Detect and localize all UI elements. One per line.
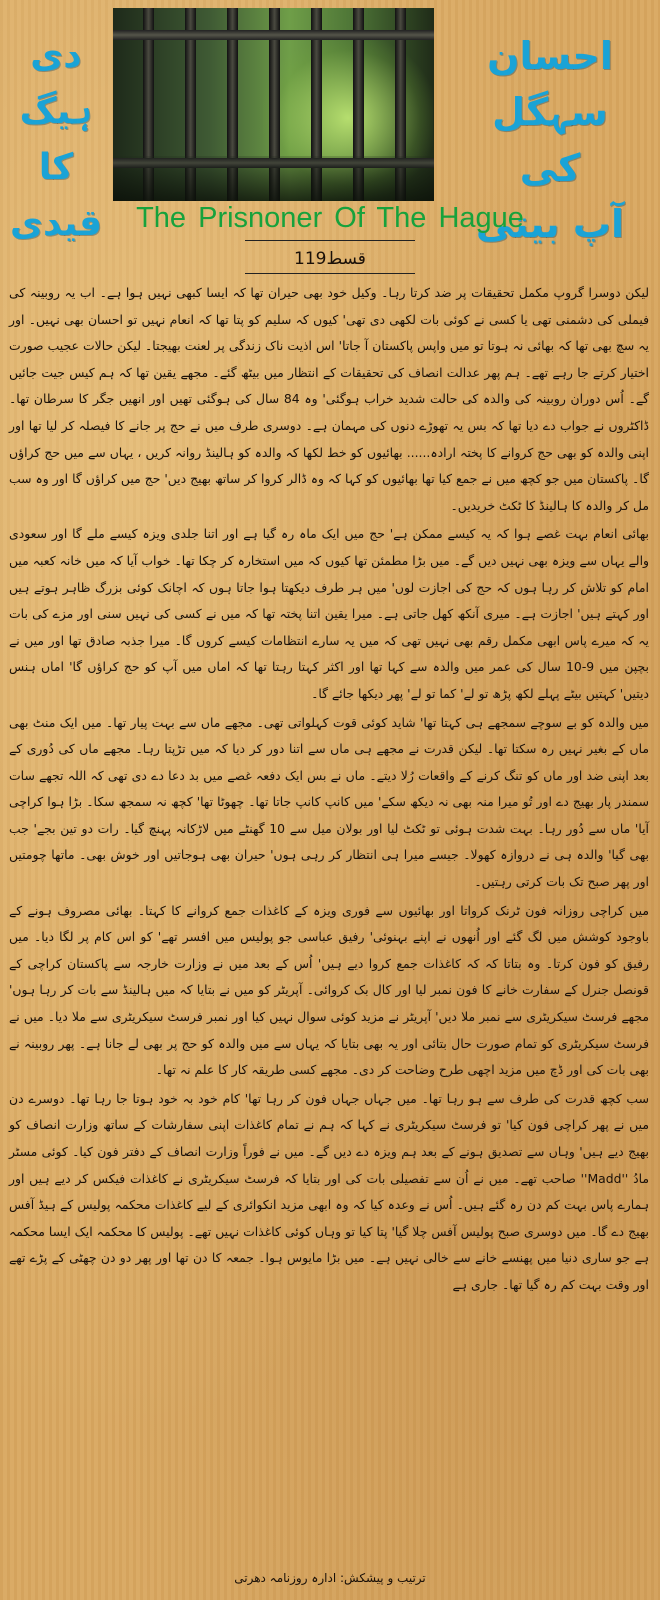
divider	[245, 273, 415, 274]
credit-line: ترتیب و پیشکش: ادارہ روزنامہ دھرتی	[234, 1571, 426, 1585]
title-line: دی ہیگ	[19, 35, 93, 132]
paragraph: میں کراچی روزانہ فون ٹرنک کرواتا اور بھائیوں سے فوری ویزہ کے کاغذات جمع کروانے کا کہتا۔ بھائی مصروف ہونے کے باوجود کوشش میں لگ گئے اور اُنھوں نے اپنے بہنوئی' رفیق عباسی جو پولیس میں افسر تھے' کو اس کام پر لگا دیا۔ میں رفیق کو فون کرتا۔ وہ بتاتا کہ کہ کاغذات جمع کروا دیے ہیں' اُس کے بعد میں نے وزارت خارجہ سے پاکستان کراچی کے قونصل جنرل کے سفارت خانے کا فون نمبر لیا اور کال بک کروائی۔ آپریٹر کو میں نے بتایا کہ میں ہالینڈ سے بات کر رہا ہوں' مجھے فرسٹ سیکریٹری سے نمبر ملا دیں' آپریٹر نے مزید کوئی سوال نہیں کیا اور نمبر فرسٹ سیکریٹری سے ملا دیا۔ میں نے فرسٹ سیکریٹری کو تمام صورت حال بتائی اور یہ بھی بتایا کہ یہاں سے میں والدہ کو حج پر بھی لے جانا ہے۔ پھر روبینہ نے بھی بات کی اور ڈچ میں مزید اچھی طرح وضاحت کر دی۔ مجھے کسی طریقہ کار کا علم نہ تھا۔	[9, 902, 649, 1078]
divider	[245, 240, 415, 241]
paragraph: بھائی انعام بہت غصے ہوا کہ یہ کیسے ممکن ہے' حج میں ایک ماہ رہ گیا ہے اور اتنا جلدی ویزہ کیسے ملے گا اور سعودی والے یہاں سے ویزہ بھی نہیں دیں گے۔ میں بڑا مطمئن تھا کیوں کہ میں استخارہ کر چکا تھا۔ خواب آیا کہ میں خانہ کعبہ میں امام کو تلاش کر رہا ہوں کہ حج کی اجازت لوں' میں ہر طرف دیکھتا ہوا جاتا ہوں کہ اچانک کوئی بزرگ ظاہر ہوتے ہیں اور کہتے ہیں' اجازت ہے۔ میری آنکھ کھل جاتی ہے۔ میرا یقین اتنا پختہ تھا کہ میں نے کسی کی نہیں سنی اور مزے کی بات یہ کہ میرے پاس ابھی مکمل رقم بھی نہیں تھی کہ میں یہ سارے انتظامات کیسے کروں گا۔ میرا جذبہ صادق تھا اور میں نے بچپن میں 9-10 سال کی عمر میں والدہ سے کہا تھا اور اکثر کہتا رہتا تھا کہ اماں میں آپ کو حج کراؤں گا' اماں ہنس دیتیں' کہتیں بیٹے پہلے لکھ پڑھ تو لے' کما تو لے' پھر دیکھا جائے گا۔	[9, 526, 649, 701]
title-line: احسان سہگل	[487, 34, 613, 134]
title-line: آپ بیتی	[475, 202, 625, 246]
episode-number: قسط119	[294, 249, 366, 269]
paragraph: سب کچھ قدرت کی طرف سے ہو رہا تھا۔ میں جہاں جہاں فون کر رہا تھا' کام خود بہ خود ہوتا جا رہا تھا۔ دوسرے دن میں نے پھر کراچی فون کیا' تو فرسٹ سیکریٹری نے کہا کہ ہم نے تمام کاغذات اپنی سفارشات کے ساتھ وزارت انصاف کو بھیج دیے ہیں' وہاں سے تصدیق ہونے کے بعد ہم ویزہ دے دیں گے۔ میں نے فوراً وزارت انصاف کے دفتر فون کیا۔ کوئی مسٹر مادُ ''Madd'' صاحب تھے۔ میں نے اُن سے تفصیلی بات کی اور بتایا کہ فرسٹ سیکریٹری نے کاغذات فیکس کر دیے ہیں اور ہمارے پاس بہت کم دن رہ گئے ہیں۔ اُس نے وعدہ کیا کہ وہ ابھی مزید انکوائری کے لیے کاغذات محکمہ پولیس کے ہیڈ آفس بھیج دے گا۔ میں دوسری صبح پولیس آفس چلا گیا' پتا کیا تو وہاں کوئی کاغذات نہیں تھے۔ پولیس کا محکمہ ایک ایسا محکمہ ہے جو ساری دنیا میں پھنسے خانے سے خالی نہیں ہے۔ میں بڑا مایوس ہوا۔ جمعہ کا دن تھا اور پھر دو دن چھٹی کے پڑے تھے اور وقت بہت کم رہ گیا تھا۔ جاری ہے	[9, 1090, 649, 1292]
article-body	[9, 280, 649, 1301]
title-line: کا	[38, 147, 74, 188]
paragraph: میں والدہ کو بے سوچے سمجھے ہی کہتا تھا' شاید کوئی قوت کہلواتی تھی۔ مجھے ماں سے بہت پیار تھا۔ میں ایک منٹ بھی ماں کے بغیر نہیں رہ سکتا تھا۔ لیکن قدرت نے مجھے ہی ماں سے اتنا دور کر دیا کہ میں تڑپتا رہا۔ مجھے ماں کی دُوری کے بعد اپنی ضد اور ماں کو تنگ کرنے کے واقعات رُلا دیتے۔ ماں نے بس ایک دفعہ غصے میں بد دعا دے دی تھی کہ اللہ تجھے سات سمندر پار بھیج دے اور تُو میرا منہ بھی نہ دیکھ سکے' میں کانپ کانپ جاتا تھا۔ چھوٹا تھا' کچھ نہ سمجھ سکا۔ بڑا ہوا کراچی آیا' ماں سے دُور رہا۔ بہت شدت ہوئی تو ٹکٹ لیا اور بولان میل سے 10 گھنٹے میں لاڑکانہ پہنچ گیا۔ رات دو تین بجے' جب بھی گیا' والدہ ہی نے دروازہ کھولا۔ جیسے میرا ہی انتظار کر رہی ہوں' حیران بھی ہوجاتیں اور خوش بھی۔ ماتھا چومتیں اور پھر صبح تک بات کرتی رہتیں۔	[9, 714, 650, 890]
title-line: قیدی	[9, 203, 103, 244]
prison-bars-image	[113, 8, 434, 201]
paragraph: لیکن دوسرا گروپ مکمل تحقیقات پر ضد کرتا رہا۔ وکیل خود بھی حیران تھا کہ ایسا کبھی نہیں ہوا ہے۔ اب یہ روبینہ کی فیملی کی دشمنی تھی یا کسی نے کوئی بات لکھی دی تھی' کیوں کہ سلیم کو پتا تھا کہ انعام نہیں تو احسان بھی نہیں۔ اور یہ سچ بھی تھا کہ بھائی نہ ہوتا تو میں واپس پاکستان آ جاتا' اس اذیت ناک زندگی پر لعنت بھیجتا۔ لیکن حالات عجیب صورت اختیار کرتے جا رہے تھے۔ ہم پھر عدالت انصاف کی تحقیقات کے انتظار میں بیٹھ گئے۔ مجھے یقین تھا کہ ہم کیس جیت جائیں گے۔ اُس دوران روبینہ کی والدہ کی حالت شدید خراب ہوگئی' وہ 84 سال کی ہوگئی تھیں اور انھیں جگر کا سرطان تھا۔ ڈاکٹروں نے جواب دے دیا تھا کہ بس یہ تھوڑے دنوں کی مہمان ہے۔ دوسری طرف میں نے حج پر جانے کا فیصلہ کر لیا تھا اور اپنی والدہ کو بھی حج کروانے کا پختہ ارادہ...... بھائیوں کو خط لکھا کہ والدہ کو ہالینڈ روانہ کریں ، یہاں سے میں حج کراؤں گا۔ پاکستان میں جو کچھ میں نے جمع کیا تھا بھائیوں کو کہا کہ وہ ڈالر کروا کر ساتھ بھیج دیں' حج میں کراؤں گا اور وہ سب مل کر والدہ کا ہالینڈ کا ٹکٹ خریدیں۔	[9, 285, 649, 513]
title-line: کی	[519, 146, 581, 190]
english-title: The Prisnoner Of The Hague	[136, 202, 524, 234]
